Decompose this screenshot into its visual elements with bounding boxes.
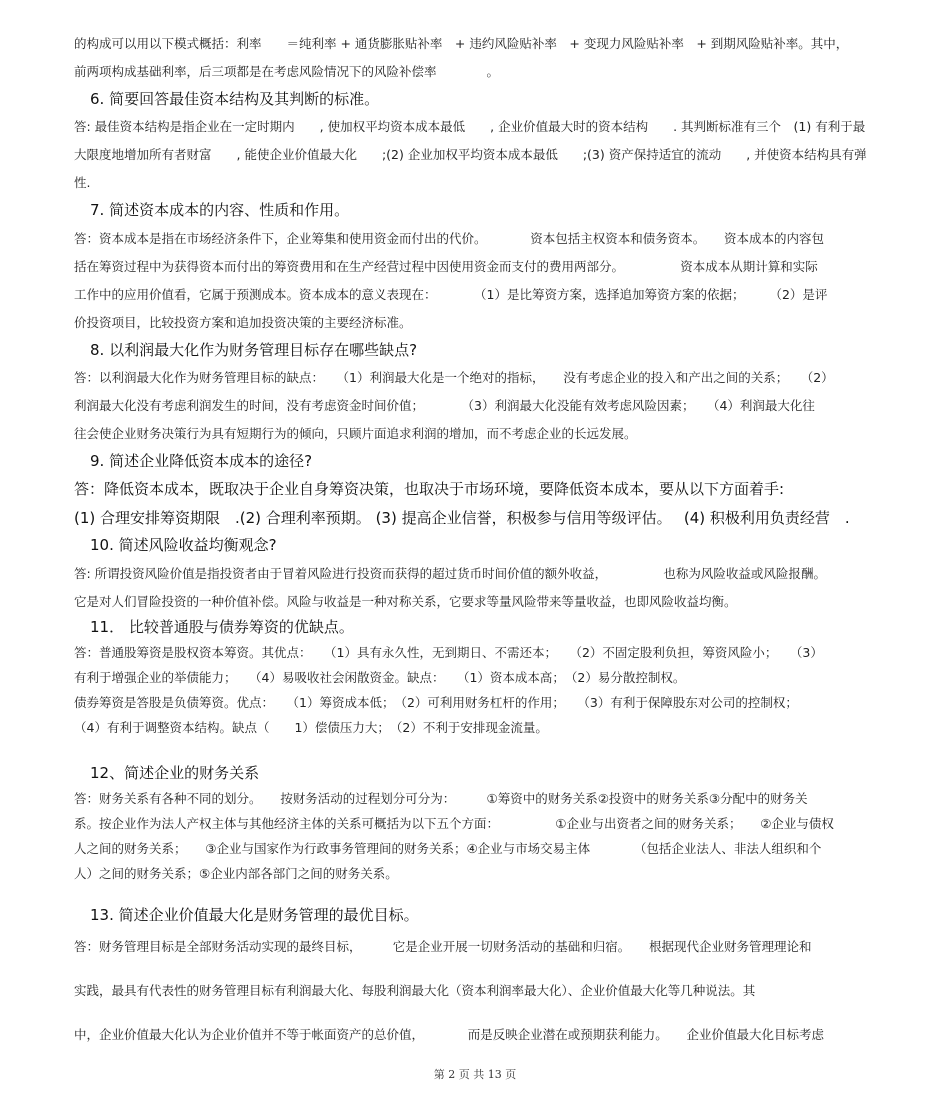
section-heading-13: 13. 简述企业价值最大化是财务管理的最优目标。 (90, 906, 419, 924)
text-line: 大限度地增加所有者财富 , 能使企业价值最大化 ;(2) 企业加权平均资本成本最低 ;(3) 资产保持适宜的流动 , 并使资本结构具有弹 (74, 147, 867, 162)
text-line: 答：资本成本是指在市场经济条件下，企业筹集和使用资金而付出的代价。 资本包括主权资本和债务资本。 资本成本的内容包 (74, 231, 825, 246)
text-line: 工作中的应用价值看，它属于预测成本。资本成本的意义表现在： （1）是比筹资方案，选择追加筹资方案的依据； （2）是评 (74, 287, 828, 302)
section-heading-11: 11． 比较普通股与债券筹资的优缺点。 (90, 618, 354, 636)
text-line: 答: 所谓投资风险价值是指投资者由于冒着风险进行投资而获得的超过货币时间价值的额外收益， 也称为风险收益或风险报酬。 (74, 566, 826, 581)
text-line: 答: 最佳资本结构是指企业在一定时期内 , 使加权平均资本成本最低 , 企业价值最大时的资本结构 . 其判断标准有三个 (1) 有利于最 (74, 119, 866, 134)
text-line: 人之间的财务关系； ③企业与国家作为行政事务管理间的财务关系；④企业与市场交易主体 （包括企业法人、非法人组织和个 (74, 841, 822, 856)
text-line: 债券筹资是答股是负债筹资。优点： （1）筹资成本低； （2）可利用财务杠杆的作用； （3）有利于保障股东对公司的控制权； (74, 695, 798, 710)
text-line: 性. (74, 175, 91, 190)
text-line: 前两项构成基础利率，后三项都是在考虑风险情况下的风险补偿率 。 (74, 64, 500, 79)
text-line: 答：财务管理目标是全部财务活动实现的最终目标， 它是企业开展一切财务活动的基础和归宿。 根据现代企业财务管理理论和 (74, 939, 812, 954)
text-line: 人）之间的财务关系；⑤企业内部各部门之间的财务关系。 (74, 866, 398, 881)
text-line: 有利于增强企业的举债能力； （4）易吸收社会闲散资金。缺点： （1）资本成本高； （2）易分散控制权。 (74, 670, 686, 685)
text-line: 括在筹资过程中为获得资本而付出的筹资费用和在生产经营过程中因使用资金而支付的费用两部分。 资本成本从期计算和实际 (74, 259, 818, 274)
text-line: 往会使企业财务决策行为具有短期行为的倾向，只顾片面追求利润的增加，而不考虑企业的长远发展。 (74, 426, 637, 441)
text-line: 答：降低资本成本，既取决于企业自身筹资决策，也取决于市场环境，要降低资本成本，要从以下方面着手: (74, 480, 785, 498)
text-line: (1) 合理安排筹资期限 .(2) 合理利率预期。 (3) 提高企业信誉，积极参与信用等级评估。 (4) 积极利用负责经营 . (74, 509, 850, 527)
text-line: （4）有利于调整资本结构。缺点（ 1）偿债压力大； （2）不利于安排现金流量。 (74, 720, 548, 735)
text-line: 答：财务关系有各种不同的划分。 按财务活动的过程划分可分为： ①筹资中的财务关系②投资中的财务关系③分配中的财务关 (74, 791, 808, 806)
text-line: 答：以利润最大化作为财务管理目标的缺点： （1）利润最大化是一个绝对的指标， 没有考虑企业的投入和产出之间的关系； （2） (74, 370, 834, 385)
text-line: 中，企业价值最大化认为企业价值并不等于帐面资产的总价值， 而是反映企业潜在或预期获利能力。 企业价值最大化目标考虑 (74, 1027, 825, 1042)
text-line: 答：普通股筹资是股权资本筹资。其优点： （1）具有永久性，无到期日、不需还本； （2）不固定股利负担，筹资风险小； （3） (74, 645, 823, 660)
section-heading-8: 8. 以利润最大化作为财务管理目标存在哪些缺点? (90, 341, 418, 359)
section-heading-7: 7. 简述资本成本的内容、性质和作用。 (90, 201, 350, 219)
text-line: 的构成可以用以下模式概括：利率 ＝纯利率 + 通货膨胀贴补率 + 违约风险贴补率 + 变现力风险贴补率 + 到期风险贴补率。其中， (74, 36, 849, 51)
section-heading-12: 12、简述企业的财务关系 (90, 764, 260, 782)
section-heading-10: 10. 简述风险收益均衡观念? (90, 536, 277, 554)
section-heading-6: 6. 简要回答最佳资本结构及其判断的标准。 (90, 90, 380, 108)
page-number-footer: 第 2 页 共 13 页 (433, 1068, 517, 1081)
text-line: 价投资项目，比较投资方案和追加投资决策的主要经济标准。 (74, 315, 412, 330)
text-line: 系。按企业作为法人产权主体与其他经济主体的关系可概括为以下五个方面： ①企业与出资者之间的财务关系； ②企业与债权 (74, 816, 834, 831)
text-line: 它是对人们冒险投资的一种价值补偿。风险与收益是一种对称关系，它要求等量风险带来等量收益，也即风险收益均衡。 (74, 594, 737, 609)
section-heading-9: 9. 简述企业降低资本成本的途径? (90, 452, 313, 470)
text-line: 实践，最具有代表性的财务管理目标有利润最大化、每股利润最大化（资本利润率最大化）、企业价值最大化等几种说法。其 (74, 983, 756, 998)
text-line: 利润最大化没有考虑利润发生的时间，没有考虑资金时间价值； （3）利润最大化没能有效考虑风险因素； （4）利润最大化往 (74, 398, 815, 413)
